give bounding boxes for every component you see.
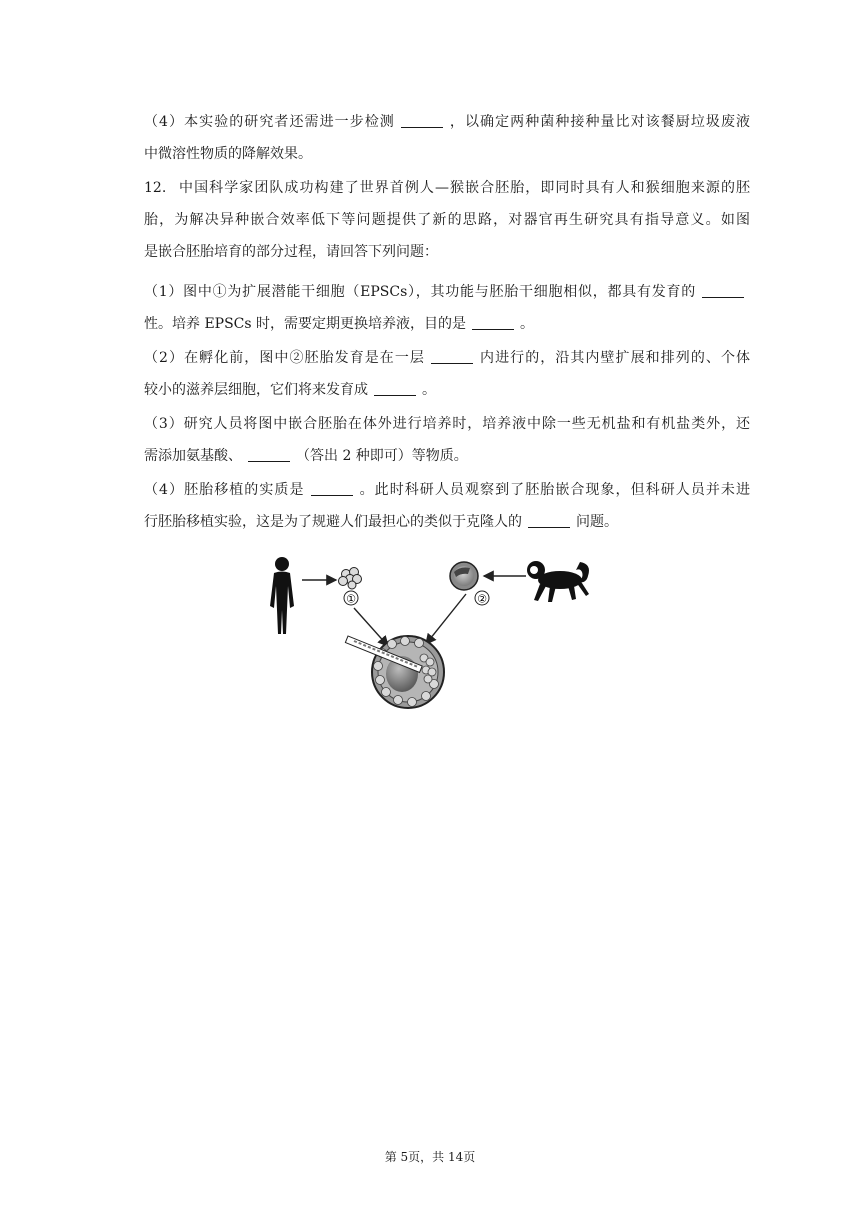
q12-part1-line2: 性。培养 EPSCs 时，需要定期更换培养液，目的是 。 [144, 316, 535, 332]
monkey-icon [527, 561, 589, 602]
epsc-cluster-icon [339, 568, 362, 590]
chimeric-blastocyst-icon [345, 636, 444, 708]
answer-blank[interactable] [248, 447, 290, 462]
q12-part4-line2: 行胚胎移植实验，这是为了规避人们最担心的类似于克隆人的 问题。 [144, 514, 618, 530]
q12-part2-line1: （2）在孵化前，图中②胚胎发育是在一层 内进行的，沿其内壁扩展和排列的、个体 [144, 350, 751, 366]
answer-blank[interactable] [702, 283, 744, 298]
q12-part1 [144, 276, 750, 340]
q12-part1-line1: （1）图中①为扩展潜能干细胞（EPSCs），其功能与胚胎干细胞相似，都具有发育的 [144, 276, 750, 308]
q12-intro-line1: 12. 中国科学家团队成功构建了世界首例人—猴嵌合胚胎，即同时具有人和猴细胞来源的胚 [144, 172, 750, 204]
answer-blank[interactable] [472, 315, 514, 330]
human-icon [270, 557, 294, 634]
label-2: ② [477, 592, 487, 606]
q12-part3 [144, 408, 750, 472]
q12-part4 [144, 474, 750, 538]
label-1: ① [346, 592, 356, 606]
answer-blank[interactable] [401, 113, 443, 128]
q12-intro-line2: 胎，为解决异种嵌合效率低下等问题提供了新的思路，对器官再生研究具有指导意义。如图 [144, 212, 750, 228]
q11-part4 [144, 106, 750, 170]
page-footer: 第 5页，共 14页 [384, 1150, 476, 1164]
answer-blank[interactable] [311, 481, 353, 496]
chimeric-embryo-figure [268, 548, 594, 720]
q12-part4-line1: （4）胚胎移植的实质是 。此时科研人员观察到了胚胎嵌合现象，但科研人员并未进 [144, 482, 750, 498]
q11-part4-line2: 中微溶性物质的降解效果。 [144, 146, 312, 162]
arrow-icon [426, 594, 466, 644]
q11-part4-line1: （4）本实验的研究者还需进一步检测 ，以确定两种菌种接种量比对该餐厨垃圾废液 [144, 114, 751, 130]
monkey-embryo-icon [450, 562, 478, 590]
q12-part2-line2: 较小的滋养层细胞，它们将来发育成 。 [144, 382, 436, 398]
question-number: 12. [144, 180, 167, 196]
answer-blank[interactable] [528, 513, 570, 528]
q12-part2 [144, 342, 750, 406]
answer-blank[interactable] [374, 381, 416, 396]
answer-blank[interactable] [431, 349, 473, 364]
q12-part3-line1: （3）研究人员将图中嵌合胚胎在体外进行培养时，培养液中除一些无机盐和有机盐类外，还 [144, 416, 750, 432]
q12-intro [144, 172, 750, 268]
q12-intro-line3: 是嵌合胚胎培育的部分过程，请回答下列问题： [144, 244, 438, 260]
q12-part3-line2: 需添加氨基酸、 （答出 2 种即可）等物质。 [144, 448, 468, 464]
